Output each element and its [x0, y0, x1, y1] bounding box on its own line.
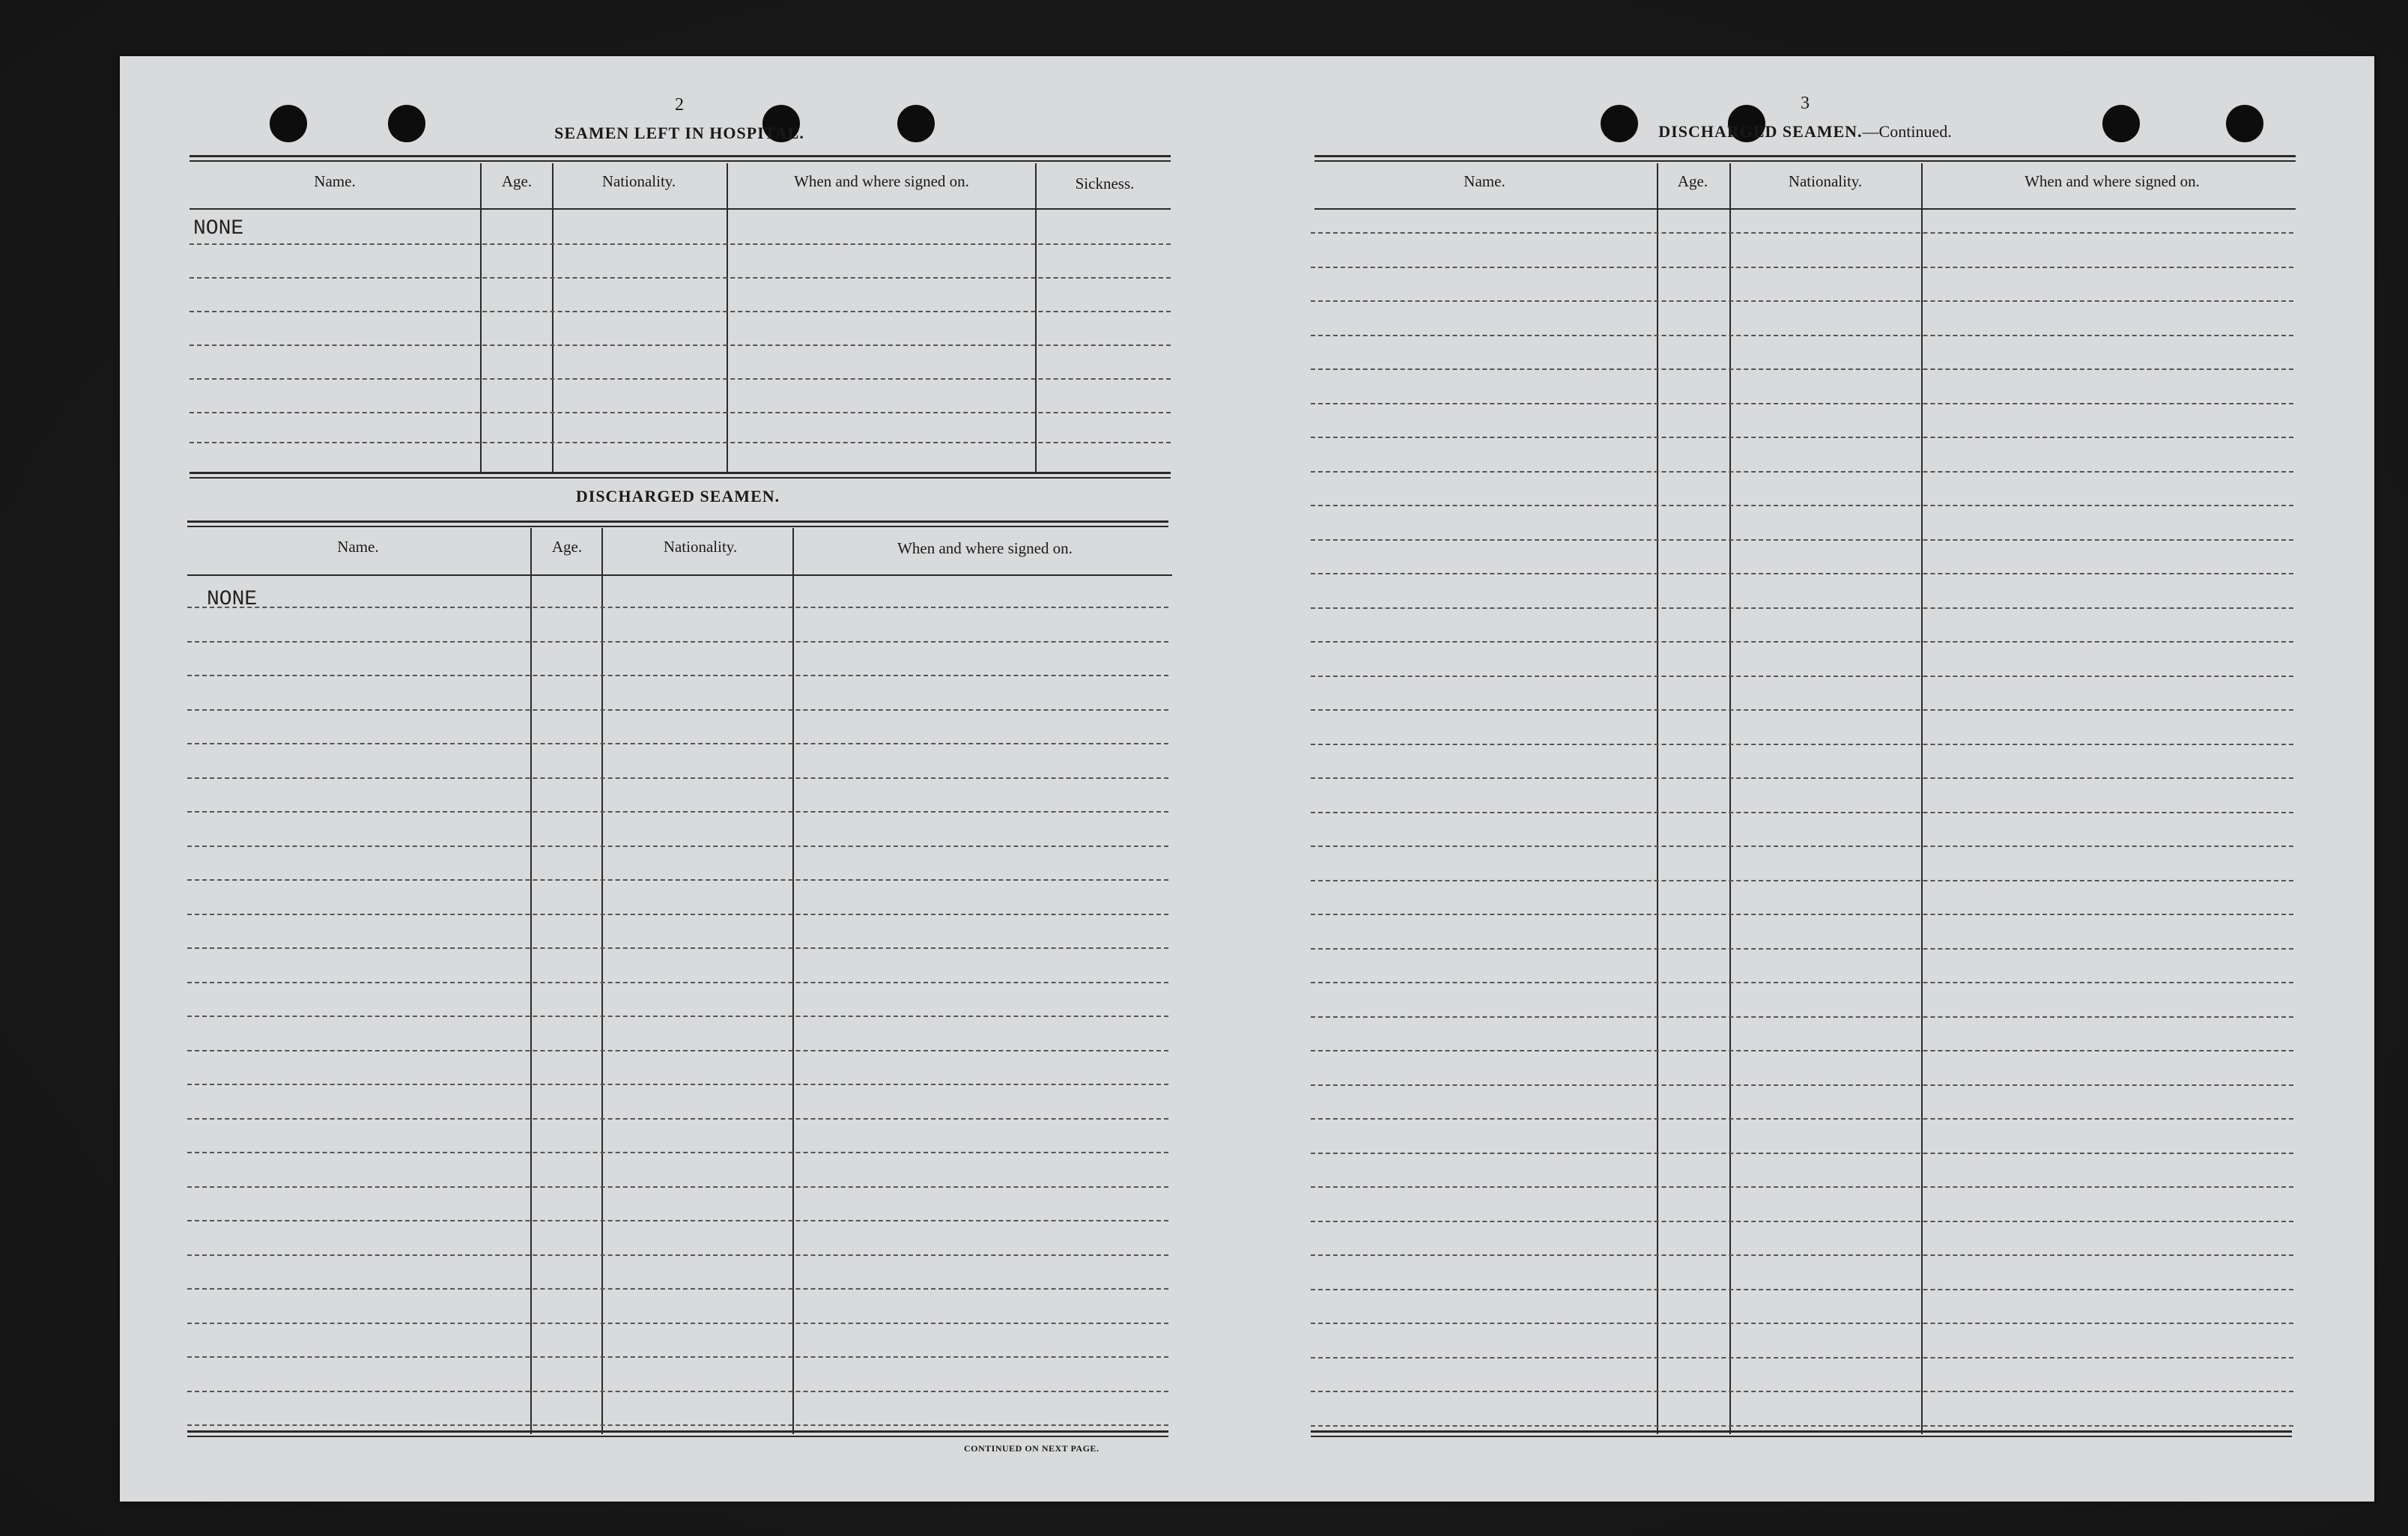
table-bottom-rule	[189, 472, 1171, 474]
column-header-signed-on: When and where signed on.	[897, 539, 1073, 557]
section-title-suffix: —Continued.	[1862, 122, 1952, 141]
column-divider	[1921, 163, 1923, 1434]
row-line	[1311, 471, 2293, 473]
row-line	[187, 811, 1168, 813]
row-line	[187, 1050, 1168, 1051]
hospital-entry: NONE	[193, 217, 244, 240]
row-line	[187, 982, 1168, 983]
row-line	[1311, 368, 2293, 370]
row-line	[1311, 1323, 2293, 1324]
row-line	[1311, 437, 2293, 438]
row-line	[187, 1356, 1168, 1358]
row-line	[1311, 573, 2293, 574]
row-line	[187, 1288, 1168, 1290]
row-line	[187, 641, 1168, 643]
row-line	[187, 1323, 1168, 1324]
row-line	[187, 1118, 1168, 1120]
page-number: 3	[1801, 94, 1810, 113]
punch-hole	[1601, 105, 1638, 142]
row-line	[187, 1152, 1168, 1153]
section-title: SEAMEN LEFT IN HOSPITAL.	[554, 124, 804, 142]
row-line	[1311, 812, 2293, 813]
section-title-main: DISCHARGED SEAMEN.	[1658, 122, 1863, 141]
punch-hole	[2226, 105, 2263, 142]
row-line	[187, 709, 1168, 711]
section-title: DISCHARGED SEAMEN.	[575, 487, 780, 506]
row-line	[187, 1391, 1168, 1392]
column-header-nationality: Nationality.	[663, 538, 738, 556]
row-line	[1311, 1357, 2293, 1359]
column-header-nationality: Nationality.	[1788, 172, 1863, 190]
punch-hole	[2102, 105, 2140, 142]
row-line	[187, 607, 1168, 608]
row-line	[1311, 982, 2293, 983]
row-line	[187, 947, 1168, 949]
row-line	[187, 879, 1168, 881]
row-line	[189, 412, 1171, 413]
column-header-age: Age.	[1677, 172, 1708, 190]
row-line	[1311, 1391, 2293, 1392]
row-line	[1311, 1221, 2293, 1222]
punch-hole	[897, 105, 935, 142]
row-line	[1311, 744, 2293, 745]
row-line	[1311, 777, 2293, 779]
row-line	[1311, 1050, 2293, 1051]
row-line	[1311, 846, 2293, 847]
row-line	[1311, 607, 2293, 609]
column-header-name: Name.	[337, 538, 379, 556]
column-header-signed-on: When and where signed on.	[2025, 172, 2200, 190]
row-line	[187, 1220, 1168, 1221]
row-line	[1311, 676, 2293, 677]
row-line	[187, 1254, 1168, 1256]
row-line	[187, 1186, 1168, 1188]
row-line	[187, 846, 1168, 847]
section-title	[1658, 122, 1951, 142]
row-line	[1311, 880, 2293, 881]
table-top-rule	[189, 155, 1171, 157]
row-line	[187, 1424, 1168, 1426]
row-line	[187, 1016, 1168, 1017]
column-divider	[552, 163, 554, 474]
row-line	[1311, 1118, 2293, 1120]
row-line	[1311, 709, 2293, 711]
row-line	[1311, 1084, 2293, 1086]
punch-hole	[270, 105, 307, 142]
row-line	[1311, 335, 2293, 336]
row-line	[187, 914, 1168, 915]
row-line	[189, 311, 1171, 312]
column-header-nationality: Nationality.	[601, 172, 676, 190]
row-line	[1311, 267, 2293, 268]
row-line	[1311, 1254, 2293, 1256]
row-line	[1311, 403, 2293, 404]
column-header-signed-on: When and where signed on.	[794, 172, 969, 190]
discharged-entry: NONE	[207, 588, 258, 611]
header-rule	[189, 208, 1171, 210]
table-top-rule	[187, 520, 1168, 523]
row-line	[1311, 914, 2293, 915]
row-line	[189, 344, 1171, 346]
column-divider	[1035, 163, 1037, 474]
row-line	[189, 378, 1171, 380]
header-rule	[187, 574, 1172, 576]
row-line	[1311, 1016, 2293, 1018]
row-line	[1311, 300, 2293, 302]
row-line	[189, 277, 1171, 279]
column-divider	[480, 163, 482, 474]
column-header-sickness: Sickness.	[1075, 174, 1135, 192]
row-line	[1311, 539, 2293, 541]
column-divider	[1729, 163, 1731, 1434]
table-top-rule	[1314, 155, 2296, 157]
column-header-name: Name.	[314, 172, 356, 190]
column-header-age: Age.	[501, 172, 533, 190]
row-line	[1311, 1289, 2293, 1290]
row-line	[1311, 505, 2293, 506]
row-line	[189, 442, 1171, 443]
row-line	[1311, 232, 2293, 234]
row-line	[1311, 948, 2293, 950]
row-line	[1311, 1153, 2293, 1154]
continued-note: CONTINUED ON NEXT PAGE.	[964, 1443, 1100, 1454]
column-divider	[601, 528, 603, 1434]
row-line	[187, 777, 1168, 779]
punch-hole	[388, 105, 425, 142]
column-divider	[792, 528, 794, 1434]
row-line	[187, 1084, 1168, 1085]
row-line	[1311, 1425, 2293, 1427]
ledger-sheet	[120, 56, 2374, 1502]
page-number: 2	[675, 95, 684, 115]
row-line	[187, 675, 1168, 676]
table-bottom-rule	[1311, 1430, 2292, 1433]
row-line	[189, 243, 1171, 245]
row-line	[1311, 1186, 2293, 1188]
row-line	[187, 743, 1168, 744]
column-divider	[727, 163, 728, 474]
table-bottom-rule	[187, 1430, 1168, 1433]
column-header-age: Age.	[551, 538, 583, 556]
column-divider	[1657, 163, 1658, 1434]
header-rule	[1314, 208, 2296, 210]
column-header-name: Name.	[1464, 172, 1505, 190]
row-line	[1311, 641, 2293, 643]
column-divider	[530, 528, 532, 1434]
